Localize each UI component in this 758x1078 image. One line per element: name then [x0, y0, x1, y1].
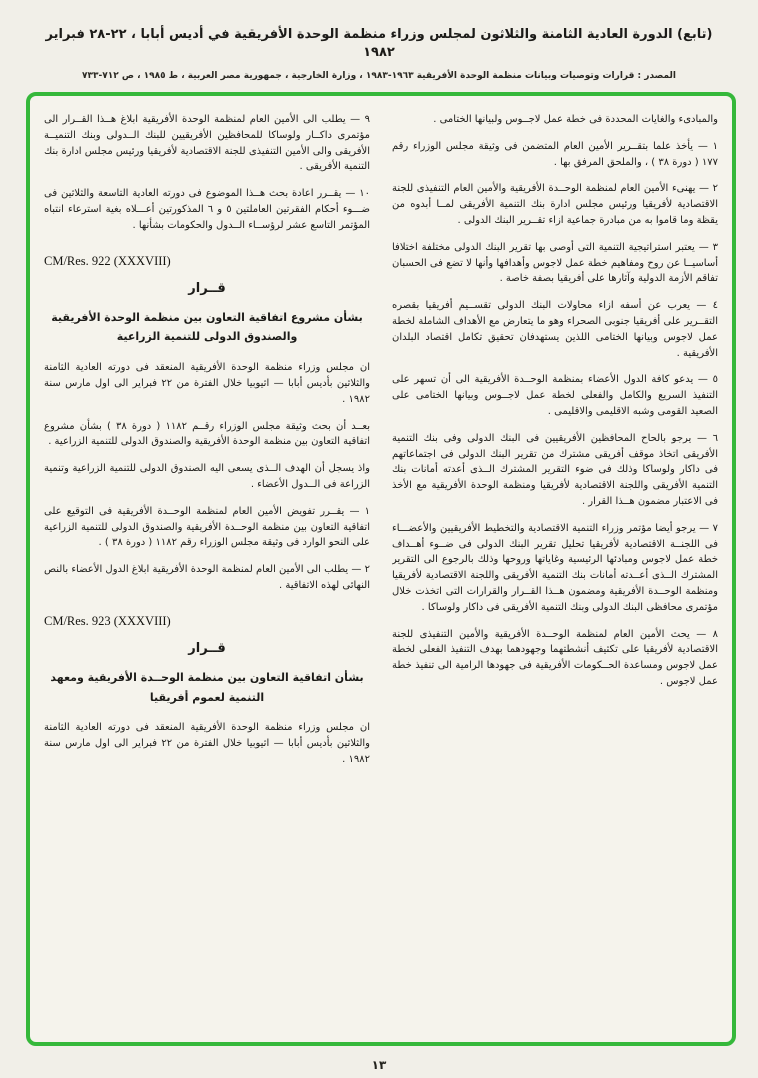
clause-1: ١ — يأخذ علما بتقــرير الأمين العام المتضمن فى وثيقة مجلس الوزراء رقم ١٧٧ ( دورة ٣٨ ) ، والملحق المرفق بها . [392, 140, 718, 168]
resolution-922-clause-1: ١ — يقــرر تفويض الأمين العام لمنظمة الوحــدة الأفريقية فى التوقيع على اتفاقية التعاون بين منظمة الوحــدة الأفريقية والصندوق الدولى للتنمية الزراعية على النحو الوارد فى وثيقة مجلس الوزراء رقم ١١٨٢ ( دورة ٣٨ ) . [44, 505, 370, 549]
clause-7: ٧ — يرجو أيضا مؤتمر وزراء التنمية الاقتصادية والتخطيط الأفريقيين والأعضـــاء فى اللجنــة الاقتصادية لأفريقيا تحليل تقرير البنك الدولى فى ضــوء أهــداف خطة عمل لاجوس ومبادئها الرئيسية وغاياتها وروحها وذلك بالرجوع الى التقرير المشترك الــذى أعــدته أمانات بنك التنمية الأفريقى واللجنة الاقتصادية لأفريقيا ومنظمة الوحــدة الأفريقية ومضمون هــذا القــرار والقرارات التى اتخذت خلال مؤتمرى محافظى البنك الدولى وبنك التنمية الأفريقى فى داكار ولوساكا . [392, 522, 718, 613]
clause-6: ٦ — يرجو بالحاح المحافظين الأفريقيين فى البنك الدولى وفى بنك التنمية الأفريقى اتخاذ موقف أفريقى مشترك من تقرير البنك الدولى فى اجتماعاتهم فى داكار ولوساكا وذلك فى ضوء التقرير المشترك الــذى أعدته أمانات بنك التنمية الأفريقى واللجنة الاقتصادية لأفريقيا ومنظمة الوحدة الأفريقية مع الأخذ فى الاعتبار مضمون هــذا القرار . [392, 432, 718, 507]
clause-4: ٤ — يعرب عن أسفه ازاء محاولات البنك الدولى تقســيم أفريقيا بقصره التقــرير على أفريقيا جنوبى الصحراء وهو ما يتعارض مع الأهداف الشاملة لخطة عمل لاجوس وبيانها الختامى اللذين يستهدفان تحقيق تكامل اقتصاد البلدان الأفريقية . [392, 300, 718, 359]
page-header [0, 0, 758, 85]
resolution-923-title: بشأن اتفاقية التعاون بين منظمة الوحــدة الأفريقية ومعهد التنمية لعموم أفريقيا [50, 670, 364, 704]
clause-5: ٥ — يدعو كافة الدول الأعضاء بمنظمة الوحــدة الأفريقية الى أن تسهر على التنفيذ السريع والكامل والفعلى لخطة عمل لاجــوس وبيانها الختامى على الصعيد القومى وشبه الاقليمى والاقليمى . [392, 374, 718, 417]
clause-2: ٢ — يهنىء الأمين العام لمنظمة الوحــدة الأفريقية والأمين العام التنفيذى للجنة الاقتصادية لأفريقيا ورئيس مجلس ادارة بنك التنمية الأفريقى لمــا أبدوه من يقظة وما قاموا به من مبادرة جماعية ازاء تقــرير البنك الدولى . [392, 183, 718, 226]
clause-9: ٩ — يطلب الى الأمين العام لمنظمة الوحدة الأفريقية ابلاغ هــذا القــرار الى مؤتمرى داكــار ولوساكا للمحافظين الأفريقيين للبنك الــدولى وبنك التنميــة الأفريقى والى الأمين التنفيذى للجنة الاقتصادية لأفريقيا ورئيس مجلس ادارة بنك التنمية الأفريقى . [44, 114, 370, 173]
resolution-922-preamble-3: واذ يسجل أن الهدف الــذى يسعى اليه الصندوق الدولى للتنمية الزراعية وتنمية الزراعة فى الــدول الأعضاء . [44, 463, 370, 490]
resolution-code-923: CM/Res. 923 (XXXVIII) [44, 613, 171, 628]
resolution-922-heading: قــرار [188, 280, 226, 296]
resolution-922-preamble-1: ان مجلس وزراء منظمة الوحدة الأفريقية المنعقد فى دورته العادية الثامنة والثلاثين بأديس أبابا — اثيوبيا خلال الفترة من ٢٢ فبراير الى اول مارس سنة ١٩٨٢ . [44, 362, 370, 405]
source-citation: المصدر : قرارات وتوصيات وبيانات منظمة الوحدة الأفريقية ١٩٦٣-١٩٨٣ ، وزارة الخارجية ، جمهورية مصر العربية ، ط ١٩٨٥ ، ص ٧١٢-٧٣٣ [81, 71, 677, 82]
clause-8: ٨ — يحث الأمين العام لمنظمة الوحــدة الأفريقية والأمين التنفيذى للجنة الاقتصادية لأفريقيا على تكثيف أنشطتهما وجهودهما بهدف التنفيذ الفعلى لخطة عمل لاجوس ومساعدة الحــكومات الأفريقية فى جهودها الرامية الى تنفيذ خطة عمل لاجوس . [392, 628, 718, 687]
right-column [392, 112, 718, 1026]
content-frame [26, 92, 736, 1046]
clause-10: ١٠ — يقــرر اعادة بحث هــذا الموضوع فى دورته العادية التاسعة والثلاثين فى ضـــوء أحكام الفقرتين العاملتين ٥ و ٦ المذكورتين أعـــلاه بغية استرعاء انتباه المؤتمر التاسع عشر لرؤســاء الــدول والحكومات بشأنها . [44, 188, 370, 231]
continuation-paragraph: والمبادىء والغايات المحددة فى خطة عمل لاجــوس ولبيانها الختامى . [433, 114, 718, 125]
session-title: (تابع) الدورة العادية الثامنة والثلاثون لمجلس وزراء منظمة الوحدة الأفريقية في أديس أبابا ، ٢٢-٢٨ فبراير ١٩٨٢ [45, 27, 713, 61]
resolution-922-title: بشأن مشروع اتفاقية التعاون بين منظمة الوحدة الأفريقية والصندوق الدولى للتنمية الزراعية [51, 310, 363, 344]
page-number: ١٣ [371, 1058, 387, 1072]
left-column [44, 112, 370, 1026]
resolution-922-preamble-2: بعــد أن بحث وثيقة مجلس الوزراء رقــم ١١٨٢ ( دورة ٣٨ ) بشأن مشروع اتفاقية التعاون بين منظمة الوحدة الأفريقية والصندوق الدولى للتنمية الزراعية . [44, 420, 370, 448]
clause-3: ٣ — يعتبر استراتيجية التنمية التى أوصى بها تقرير البنك الدولى مختلفة اختلافا أساسيــا عن روح ومفاهيم خطة عمل لاجوس وأهدافها وأنها لا تضع فى الحسبان تفاقم الأزمة الدولية وآثارها على أفريقيا بصفة خاصة . [392, 241, 718, 285]
resolution-923-heading: قــرار [188, 640, 226, 656]
two-column-layout [44, 112, 718, 1026]
resolution-923-preamble-1: ان مجلس وزراء منظمة الوحدة الأفريقية المنعقد فى دورته العادية الثامنة والثلاثين بأديس أبابا — اثيوبيا خلال الفترة من ٢٢ فبراير الى اول مارس سنة ١٩٨٢ . [44, 722, 370, 765]
resolution-code-922: CM/Res. 922 (XXXVIII) [44, 253, 171, 268]
resolution-922-clause-2: ٢ — يطلب الى الأمين العام لمنظمة الوحدة الأفريقية ابلاغ الدول الأعضاء بالنص النهائى لهذه الاتفاقية . [44, 564, 370, 591]
